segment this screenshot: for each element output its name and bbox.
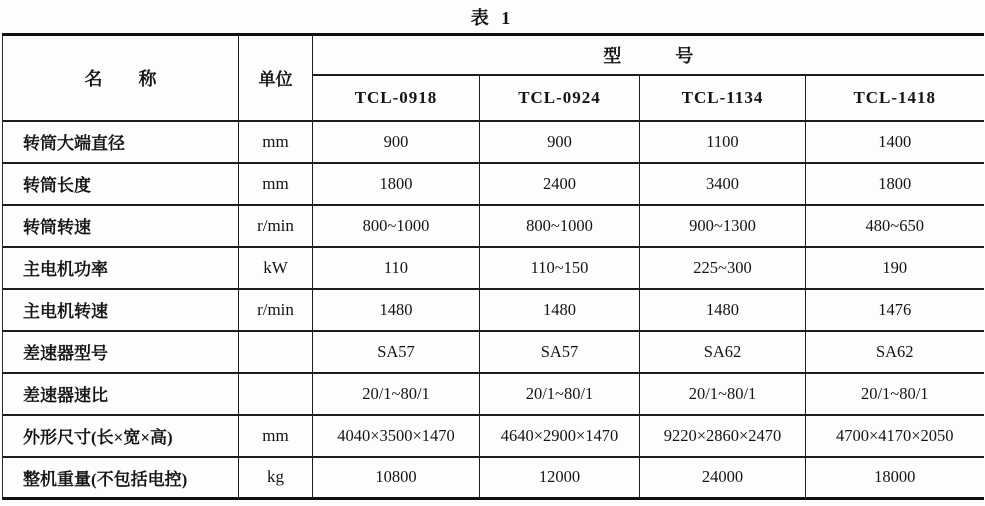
value-cell: 900 <box>480 121 640 163</box>
value-cell: 800~1000 <box>313 205 480 247</box>
table-row-motor-speed <box>3 289 984 331</box>
value-cell: 20/1~80/1 <box>480 373 640 415</box>
table-row-drum-length <box>3 163 984 205</box>
value-cell: 20/1~80/1 <box>806 373 984 415</box>
header-model-group: 型 号 <box>313 35 984 75</box>
value-cell: 10800 <box>313 457 480 499</box>
row-name-cell: 主电机功率 <box>3 247 239 289</box>
row-name-cell: 差速器速比 <box>3 373 239 415</box>
value-cell: 1100 <box>640 121 806 163</box>
value-cell: 1480 <box>313 289 480 331</box>
value-cell: 18000 <box>806 457 984 499</box>
value-cell: 1400 <box>806 121 984 163</box>
value-cell: 110 <box>313 247 480 289</box>
value-cell: 4700×4170×2050 <box>806 415 984 457</box>
value-cell: 20/1~80/1 <box>313 373 480 415</box>
value-cell: 12000 <box>480 457 640 499</box>
row-name-cell: 转筒长度 <box>3 163 239 205</box>
value-cell: 1480 <box>640 289 806 331</box>
model-header-tcl-1418: TCL-1418 <box>806 75 984 121</box>
row-name-cell: 整机重量(不包括电控) <box>3 457 239 499</box>
value-cell: 3400 <box>640 163 806 205</box>
unit-cell: r/min <box>239 289 313 331</box>
value-cell: 225~300 <box>640 247 806 289</box>
header-unit: 单位 <box>239 35 313 121</box>
value-cell: 9220×2860×2470 <box>640 415 806 457</box>
table-row-motor-power <box>3 247 984 289</box>
unit-cell: kW <box>239 247 313 289</box>
unit-cell <box>239 331 313 373</box>
row-name-cell: 外形尺寸(长×宽×高) <box>3 415 239 457</box>
value-cell: SA57 <box>313 331 480 373</box>
unit-cell: mm <box>239 121 313 163</box>
value-cell: 4640×2900×1470 <box>480 415 640 457</box>
table-row-total-weight <box>3 457 984 499</box>
value-cell: 900~1300 <box>640 205 806 247</box>
unit-cell <box>239 373 313 415</box>
spec-table <box>2 33 984 500</box>
value-cell: 900 <box>313 121 480 163</box>
unit-cell: mm <box>239 415 313 457</box>
value-cell: 24000 <box>640 457 806 499</box>
table-row-overall-dimensions <box>3 415 984 457</box>
model-header-tcl-0918: TCL-0918 <box>313 75 480 121</box>
row-name-cell: 转筒大端直径 <box>3 121 239 163</box>
row-name-cell: 差速器型号 <box>3 331 239 373</box>
value-cell: 110~150 <box>480 247 640 289</box>
value-cell: 4040×3500×1470 <box>313 415 480 457</box>
unit-cell: kg <box>239 457 313 499</box>
unit-cell: r/min <box>239 205 313 247</box>
value-cell: 190 <box>806 247 984 289</box>
value-cell: 1800 <box>313 163 480 205</box>
unit-cell: mm <box>239 163 313 205</box>
value-cell: 1800 <box>806 163 984 205</box>
value-cell: 480~650 <box>806 205 984 247</box>
value-cell: 2400 <box>480 163 640 205</box>
value-cell: 800~1000 <box>480 205 640 247</box>
value-cell: SA62 <box>806 331 984 373</box>
table-row-reducer-model <box>3 331 984 373</box>
value-cell: 1480 <box>480 289 640 331</box>
row-name-cell: 主电机转速 <box>3 289 239 331</box>
header-group-row <box>3 35 984 75</box>
value-cell: SA62 <box>640 331 806 373</box>
value-cell: 1476 <box>806 289 984 331</box>
model-header-tcl-1134: TCL-1134 <box>640 75 806 121</box>
row-name-cell: 转筒转速 <box>3 205 239 247</box>
table-row-reducer-ratio <box>3 373 984 415</box>
table-row-drum-speed <box>3 205 984 247</box>
header-name: 名 称 <box>3 35 239 121</box>
value-cell: 20/1~80/1 <box>640 373 806 415</box>
table-row-drum-diameter <box>3 121 984 163</box>
value-cell: SA57 <box>480 331 640 373</box>
table-title: 表 1 <box>470 8 515 28</box>
model-header-tcl-0924: TCL-0924 <box>480 75 640 121</box>
